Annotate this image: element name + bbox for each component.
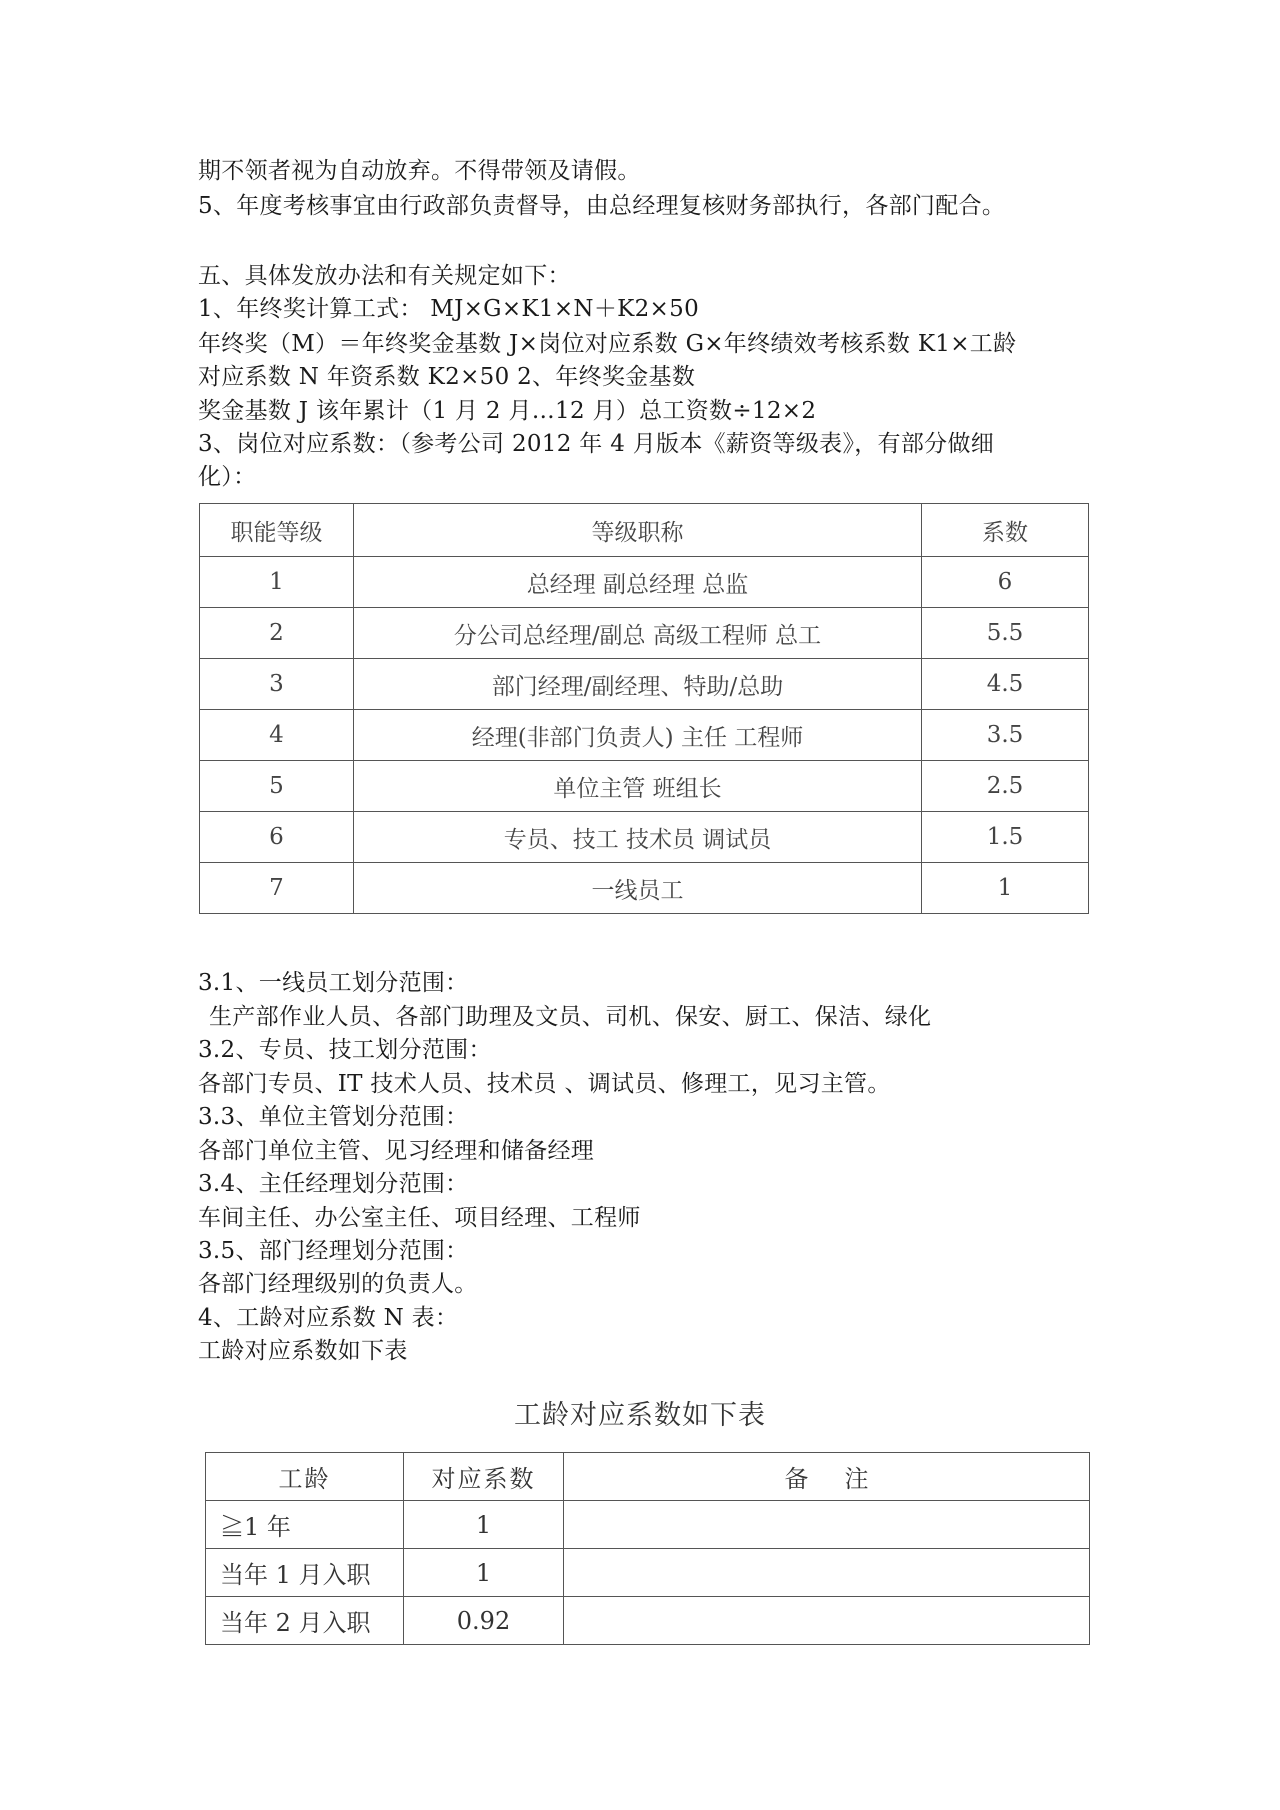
coefficient-cell: 6 (922, 557, 1089, 608)
grade-level-cell: 5 (200, 761, 354, 812)
paragraph-line: 3、岗位对应系数：（参考公司 2012 年 4 月版本《薪资等级表》，有部分做细 (198, 431, 995, 457)
grade-title-cell: 部门经理/副经理、特助/总助 (354, 659, 922, 710)
paragraph-line: 3.2、专员、技工划分范围： (198, 1037, 492, 1063)
remark-cell (564, 1501, 1090, 1549)
table-row (200, 659, 1089, 710)
table-caption: 工龄对应系数如下表 (514, 1400, 766, 1431)
paragraph-line: 期不领者视为自动放弃。不得带领及请假。 (198, 158, 641, 184)
table-row (200, 863, 1089, 914)
paragraph-line: 各部门专员、IT 技术人员、技术员 、调试员、修理工，见习主管。 (198, 1071, 891, 1097)
grade-coefficient-table (199, 503, 1089, 914)
paragraph-line: 奖金基数 J 该年累计（1 月 2 月…12 月）总工资数÷12×2 (198, 398, 817, 424)
seniority-coefficient-table (205, 1452, 1090, 1645)
header-cell: 等级职称 (354, 504, 922, 557)
seniority-cell: 当年 2 月入职 (206, 1597, 404, 1645)
coefficient-cell: 4.5 (922, 659, 1089, 710)
grade-title-cell: 单位主管 班组长 (354, 761, 922, 812)
paragraph-line: 年终奖（M）＝年终奖金基数 J×岗位对应系数 G×年终绩效考核系数 K1×工龄 (198, 331, 1017, 357)
remark-cell (564, 1549, 1090, 1597)
grade-level-cell: 4 (200, 710, 354, 761)
header-cell: 备注 (564, 1453, 1090, 1501)
grade-title-cell: 经理(非部门负责人) 主任 工程师 (354, 710, 922, 761)
table-row (200, 608, 1089, 659)
remark-cell (564, 1597, 1090, 1645)
table-row (200, 557, 1089, 608)
header-cell: 系数 (922, 504, 1089, 557)
seniority-cell: ≧1 年 (206, 1501, 404, 1549)
grade-level-cell: 3 (200, 659, 354, 710)
paragraph-line: 3.5、部门经理划分范围： (198, 1238, 469, 1264)
header-cell: 对应系数 (404, 1453, 564, 1501)
paragraph-line: 4、工龄对应系数 N 表： (198, 1305, 459, 1331)
coefficient-cell: 1.5 (922, 812, 1089, 863)
coefficient-cell: 1 (922, 863, 1089, 914)
section-heading: 五、具体发放办法和有关规定如下： (198, 263, 571, 289)
header-cell: 工龄 (206, 1453, 404, 1501)
table-row (200, 710, 1089, 761)
seniority-cell: 当年 1 月入职 (206, 1549, 404, 1597)
paragraph-line: 各部门单位主管、见习经理和储备经理 (198, 1138, 595, 1164)
coefficient-cell: 1 (404, 1501, 564, 1549)
table-row (206, 1549, 1090, 1597)
paragraph-line: 车间主任、办公室主任、项目经理、工程师 (198, 1205, 641, 1231)
grade-title-cell: 分公司总经理/副总 高级工程师 总工 (354, 608, 922, 659)
paragraph-line: 化）： (198, 464, 257, 490)
header-cell: 职能等级 (200, 504, 354, 557)
table-row (200, 812, 1089, 863)
table-row (206, 1597, 1090, 1645)
coefficient-cell: 3.5 (922, 710, 1089, 761)
grade-level-cell: 7 (200, 863, 354, 914)
paragraph-line: 5、年度考核事宜由行政部负责督导，由总经理复核财务部执行，各部门配合。 (198, 193, 1006, 219)
grade-level-cell: 6 (200, 812, 354, 863)
coefficient-cell: 0.92 (404, 1597, 564, 1645)
table-header-row (206, 1453, 1090, 1501)
table-header-row (200, 504, 1089, 557)
grade-level-cell: 2 (200, 608, 354, 659)
paragraph-line: 工龄对应系数如下表 (198, 1338, 408, 1364)
grade-title-cell: 总经理 副总经理 总监 (354, 557, 922, 608)
paragraph-line: 3.3、单位主管划分范围： (198, 1104, 469, 1130)
table-row (206, 1501, 1090, 1549)
paragraph-line: 3.4、主任经理划分范围： (198, 1171, 469, 1197)
table-row (200, 761, 1089, 812)
grade-title-cell: 专员、技工 技术员 调试员 (354, 812, 922, 863)
grade-level-cell: 1 (200, 557, 354, 608)
paragraph-line: 各部门经理级别的负责人。 (198, 1271, 478, 1297)
grade-title-cell: 一线员工 (354, 863, 922, 914)
paragraph-line: 3.1、一线员工划分范围： (198, 970, 469, 996)
coefficient-cell: 1 (404, 1549, 564, 1597)
paragraph-line: 生产部作业人员、各部门助理及文员、司机、保安、厨工、保洁、绿化 (209, 1004, 932, 1030)
coefficient-cell: 2.5 (922, 761, 1089, 812)
coefficient-cell: 5.5 (922, 608, 1089, 659)
paragraph-line: 1、年终奖计算工式： MJ×G×K1×N＋K2×50 (198, 296, 699, 322)
paragraph-line: 对应系数 N 年资系数 K2×50 2、年终奖金基数 (198, 364, 696, 390)
